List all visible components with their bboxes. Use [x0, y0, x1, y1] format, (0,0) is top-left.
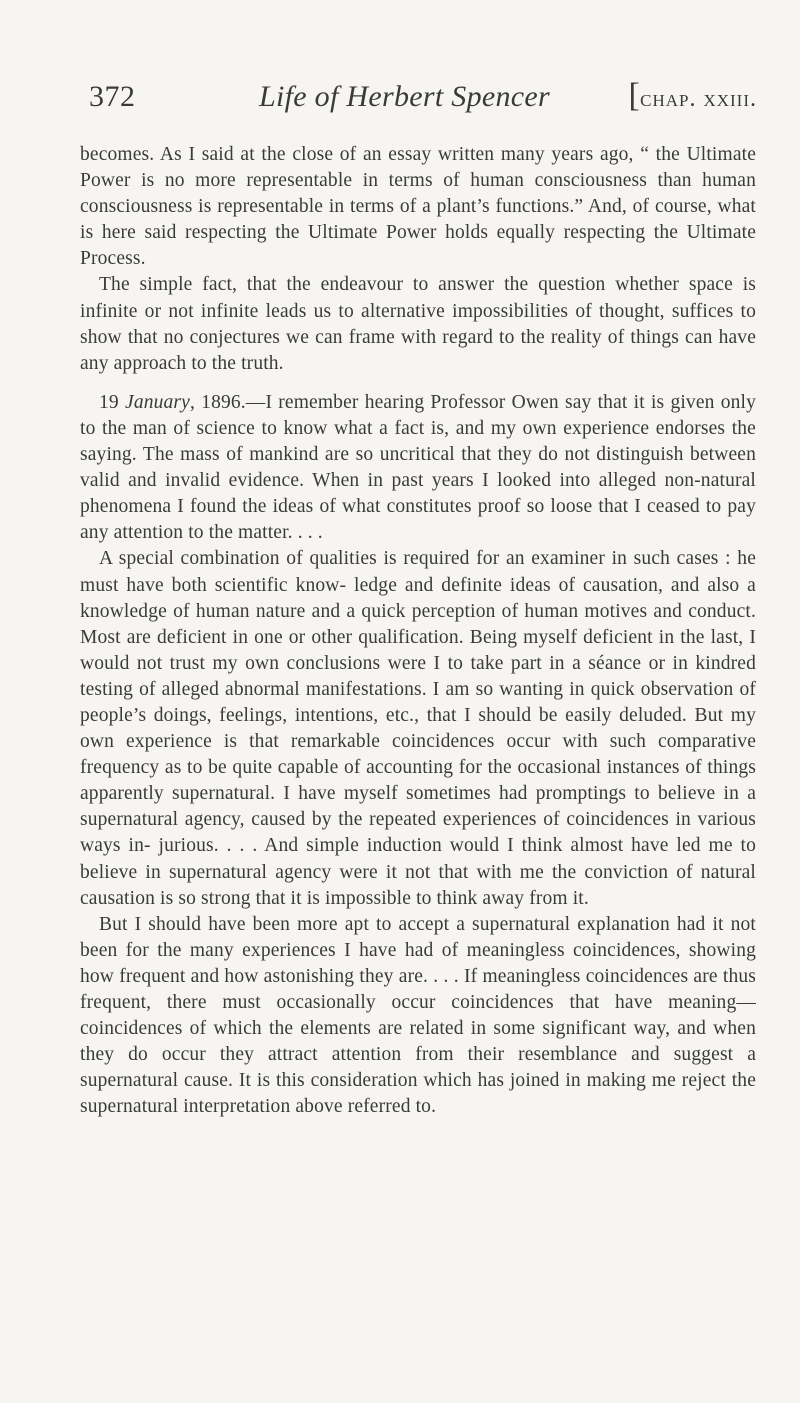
page-header: [89, 77, 757, 124]
chapter-label: chap. xxiii.: [640, 86, 757, 112]
paragraph-5: But I should have been more apt to accept a supernatural explanation had it not been for the many experiences I have had of meaningless coincidences, showing how frequent and how astonishing they are. . . . If meaningless coincidences are thus frequent, there must occasionally occur coincidences that have meaning—coincidences of which the elements are related in some significant way, and when they do occur they attract attention from their resemblance and suggest a supernatural cause. It is this consideration which has joined in making me reject the supernatural interpretation above referred to.: [80, 913, 756, 1118]
paragraph-3: [80, 390, 756, 547]
running-title: Life of Herbert Spencer: [259, 80, 551, 113]
paragraph-4: A special combination of qualities is required for an examiner in such cases : he must have both scientific know- ledge and definite ideas of causation, and also a knowledge of human nature and a quick perception of human motives and conduct. Most are deficient in one or other qualification. Being myself deficient in the last, I would not trust my own conclusions were I to take part in a séance or in kindred testing of alleged abnormal manifestations. I am so wanting in quick observation of people’s doings, feelings, intentions, etc., that I should be easily deluded. But my own experience is that remarkable coincidences occur with such comparative frequency as to be quite capable of accounting for the occasional instances of things apparently supernatural. I have myself sometimes had promptings to believe in a supernatural agency, caused by the repeated experiences of coincidences in various ways in- jurious. . . . And simple induction would I think almost have led me to believe in supernatural agency were it not that with me the conviction of natural causation is so strong that it is impossible to think away from it.: [80, 548, 756, 909]
paragraph-3-text: , 1896.—I remember hearing Professor Owen say that it is given only to the man of science to know what a fact is, and my own experience endorses the saying. The mass of mankind are so uncritical that they do not distinguish between valid and invalid evidence. When in past years I looked into alleged non-natural phenomena I found the ideas of what constitutes proof so loose that I ceased to pay any attention to the matter. . . .: [80, 391, 756, 544]
chapter-reference: [628, 77, 757, 114]
paragraph-1: becomes. As I said at the close of an essay written many years ago, “ the Ultimate Power is no more representable in terms of human consciousness than human consciousness is representable in terms of a plant’s functions.” And, of course, what is here said respecting the Ultimate Power holds equally respecting the Ultimate Process.: [80, 144, 756, 270]
open-bracket: [: [628, 77, 641, 114]
page-body: [80, 142, 756, 1120]
date-month: January: [125, 391, 190, 413]
date-day: 19: [99, 391, 119, 413]
paragraph-2: The simple fact, that the endeavour to answer the question whether space is infinite or not infinite leads us to alternative impossibilities of thought, suffices to show that no conjectures we can frame with regard to the reality of things can have any approach to the truth.: [80, 274, 756, 374]
page-number: 372: [89, 80, 136, 113]
